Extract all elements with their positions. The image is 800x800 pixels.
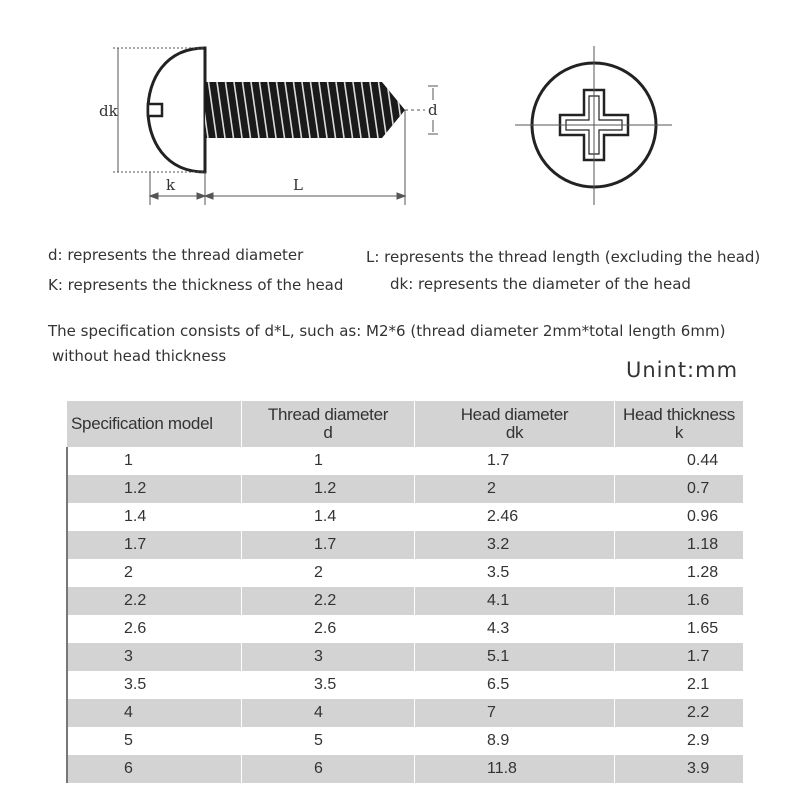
header-specification-model: [67, 401, 242, 447]
k-label: k: [166, 176, 176, 194]
cell-head-diameter: 11.8: [415, 755, 615, 783]
cell-thread-diameter: 6: [242, 755, 415, 783]
cell-head-diameter: 4.1: [415, 587, 615, 615]
cell-head-diameter: 3.5: [415, 559, 615, 587]
cell-head-thickness: 0.7: [615, 475, 744, 503]
d-label: d: [428, 101, 438, 119]
header-title: Thread diameter: [267, 405, 389, 424]
cell-thread-diameter: 2.6: [242, 615, 415, 643]
legend-thread-diameter: d: represents the thread diameter: [48, 246, 304, 264]
cell-head-thickness: 2.1: [615, 671, 744, 699]
table-row: [67, 531, 743, 559]
L-label: L: [293, 176, 303, 194]
legend-thread-length: L: represents the thread length (excluding the head): [366, 248, 761, 266]
cell-thread-diameter: 1.2: [242, 475, 415, 503]
header-symbol: dk: [505, 423, 524, 442]
cell-head-thickness: 1.18: [615, 531, 744, 559]
cell-head-thickness: 0.44: [615, 447, 744, 475]
dk-label: dk: [99, 102, 118, 120]
table-row: [67, 643, 743, 671]
cell-thread-diameter: 3: [242, 643, 415, 671]
cell-head-diameter: 3.2: [415, 531, 615, 559]
cell-thread-diameter: 3.5: [242, 671, 415, 699]
cell-specification-model: 2.2: [67, 587, 242, 615]
cell-head-thickness: 1.6: [615, 587, 744, 615]
cell-thread-diameter: 1.4: [242, 503, 415, 531]
cell-head-diameter: 2.46: [415, 503, 615, 531]
cell-specification-model: 2.6: [67, 615, 242, 643]
table-row: [67, 447, 743, 475]
header-title: Head diameter: [460, 405, 569, 424]
cell-head-diameter: 8.9: [415, 727, 615, 755]
cell-thread-diameter: 2.2: [242, 587, 415, 615]
cell-head-thickness: 0.96: [615, 503, 744, 531]
cell-specification-model: 4: [67, 699, 242, 727]
cell-head-diameter: 7: [415, 699, 615, 727]
cell-thread-diameter: 5: [242, 727, 415, 755]
legend-head-thickness: K: represents the thickness of the head: [48, 276, 344, 294]
header-thread-diameter: [242, 401, 415, 447]
cell-specification-model: 6: [67, 755, 242, 783]
table-row: [67, 503, 743, 531]
cell-head-diameter: 6.5: [415, 671, 615, 699]
cell-thread-diameter: 2: [242, 559, 415, 587]
cell-thread-diameter: 1: [242, 447, 415, 475]
unit-label: Unint:mm: [626, 358, 739, 382]
cell-head-diameter: 2: [415, 475, 615, 503]
cell-specification-model: 3: [67, 643, 242, 671]
table-row: [67, 559, 743, 587]
cell-head-thickness: 3.9: [615, 755, 744, 783]
table-row: [67, 755, 743, 783]
table-row: [67, 699, 743, 727]
header-title: Head thickness: [622, 405, 736, 424]
table-row: [67, 727, 743, 755]
cell-specification-model: 3.5: [67, 671, 242, 699]
header-title: Specification model: [71, 414, 213, 433]
cell-head-thickness: 1.7: [615, 643, 744, 671]
table-row: [67, 671, 743, 699]
legend-head-diameter: dk: represents the diameter of the head: [390, 275, 691, 293]
table-row: [67, 587, 743, 615]
header-symbol: d: [323, 423, 333, 442]
cell-specification-model: 1.2: [67, 475, 242, 503]
cell-head-diameter: 4.3: [415, 615, 615, 643]
cell-head-diameter: 5.1: [415, 643, 615, 671]
specification-note-continued: without head thickness: [52, 347, 227, 365]
specification-note: The specification consists of d*L, such as: M2*6 (thread diameter 2mm*total length 6mm): [48, 322, 726, 340]
header-symbol: k: [674, 423, 684, 442]
header-head-thickness: [615, 401, 744, 447]
cell-head-thickness: 2.9: [615, 727, 744, 755]
cell-head-thickness: 1.65: [615, 615, 744, 643]
table-row: [67, 475, 743, 503]
cell-specification-model: 1: [67, 447, 242, 475]
cell-head-thickness: 1.28: [615, 559, 744, 587]
table-row: [67, 615, 743, 643]
cell-specification-model: 1.4: [67, 503, 242, 531]
cell-head-thickness: 2.2: [615, 699, 744, 727]
cell-thread-diameter: 1.7: [242, 531, 415, 559]
header-head-diameter: [415, 401, 615, 447]
table-header-row: [67, 401, 743, 447]
screw-diagram: [0, 0, 800, 230]
screw-side-view: [148, 48, 425, 172]
cell-thread-diameter: 4: [242, 699, 415, 727]
cell-specification-model: 1.7: [67, 531, 242, 559]
cell-specification-model: 5: [67, 727, 242, 755]
cell-specification-model: 2: [67, 559, 242, 587]
specification-table: [66, 401, 743, 783]
screw-head-top-view: [515, 46, 672, 205]
cell-head-diameter: 1.7: [415, 447, 615, 475]
